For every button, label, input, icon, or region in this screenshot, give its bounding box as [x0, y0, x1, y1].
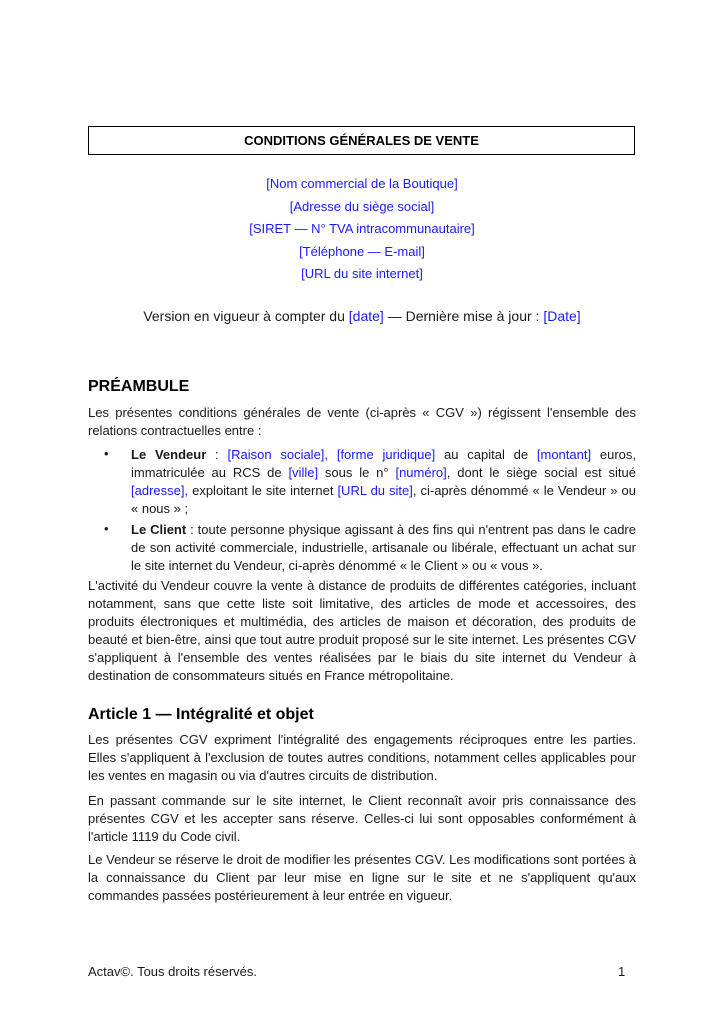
- version-line: [88, 308, 636, 324]
- address-placeholder: [Adresse du siège social]: [289, 199, 435, 214]
- activity-paragraph: L'activité du Vendeur couvre la vente à distance de produits de différentes catégories, incluant notamment, sans que cette liste soit limitative, des articles de mode et accessoires, des produits électroniques et multimédia, des articles de maison et décoration, des produits de beauté et bien-être, ainsi que tout autre produit proposé sur le site internet. Les présentes CGV s'appliquent à l'ensemble des ventes réalisées par le biais du site internet du Vendeur à destination de consommateurs situés en France métropolitaine.: [88, 578, 636, 683]
- preamble-intro: Les présentes conditions générales de vente (ci-après « CGV ») régissent l'ensemble des relations contractuelles entre :: [88, 405, 636, 438]
- text-run: euros, immatriculée au RCS de: [131, 447, 636, 480]
- text-run: exploitant le site internet: [188, 483, 338, 498]
- version-prefix: Version en vigueur à compter du: [143, 308, 349, 324]
- legal-form-placeholder: [forme juridique]: [336, 447, 436, 462]
- document-title: CONDITIONS GÉNÉRALES DE VENTE: [88, 126, 635, 155]
- text-run: sous le n°: [318, 465, 396, 480]
- text-run: au capital de: [435, 447, 537, 462]
- siret-placeholder: [SIRET — N° TVA intracommunautaire]: [249, 221, 475, 236]
- site-url-placeholder: [URL du site]: [337, 483, 413, 498]
- text-run: , ci-après dénommé « le Vendeur » ou « nous » ;: [131, 483, 636, 516]
- text-run: :: [206, 447, 228, 462]
- url-placeholder: [URL du site internet]: [301, 266, 423, 281]
- capital-amount-placeholder: [montant]: [536, 447, 592, 462]
- article1-paragraph-2: En passant commande sur le site internet, le Client reconnaît avoir pris connaissance des présentes CGV et les accepter sans réserve. Celles-ci lui sont opposables conformément à l'article 1119 du Code civil.: [88, 793, 636, 844]
- bullet-icon: •: [104, 521, 109, 536]
- company-name-placeholder: [Raison sociale],: [227, 447, 329, 462]
- rcs-number-placeholder: [numéro]: [395, 465, 447, 480]
- client-label: Le Client: [131, 522, 187, 537]
- article1-paragraph-3: Le Vendeur se réserve le droit de modifier les présentes CGV. Les modifications sont portées à la connaissance du Client par leur mise en ligne sur le site et ne s'appliquent qu'aux commandes passées postérieurement à leur entrée en vigueur.: [88, 852, 636, 903]
- text-run: [328, 447, 337, 462]
- contact-placeholder: [Téléphone — E-mail]: [299, 244, 425, 259]
- vendor-label: Le Vendeur: [131, 447, 207, 462]
- preamble-heading: PRÉAMBULE: [88, 378, 190, 395]
- client-text: : toute personne physique agissant à des fins qui n'entrent pas dans le cadre de son activité commerciale, industrielle, artisanale ou libérale, effectuant un achat sur le site internet du Vendeur, ci-après dénommé « le Client » ou « vous ».: [131, 522, 636, 573]
- vendor-definition: [131, 446, 636, 518]
- client-definition: [131, 521, 636, 575]
- city-placeholder: [ville]: [288, 465, 319, 480]
- footer-copyright: Actav©. Tous droits réservés.: [88, 964, 258, 979]
- address-inline-placeholder: [adresse],: [131, 483, 189, 498]
- version-date-placeholder: [date]: [348, 308, 384, 324]
- text-run: , dont le siège social est situé: [446, 465, 636, 480]
- article1-paragraph-1: Les présentes CGV expriment l'intégralité des engagements réciproques entre les parties. Elles s'appliquent à l'exclusion de toutes autres conditions, notamment celles applicables pour les ventes en magasin ou via d'autres circuits de distribution.: [88, 732, 636, 783]
- bullet-icon: •: [104, 446, 109, 461]
- page-number: 1: [618, 964, 626, 979]
- update-date-placeholder: [Date]: [543, 308, 581, 324]
- shop-name-placeholder: [Nom commercial de la Boutique]: [266, 176, 458, 191]
- article1-heading: Article 1 — Intégralité et objet: [88, 706, 314, 723]
- version-middle: — Dernière mise à jour :: [383, 308, 544, 324]
